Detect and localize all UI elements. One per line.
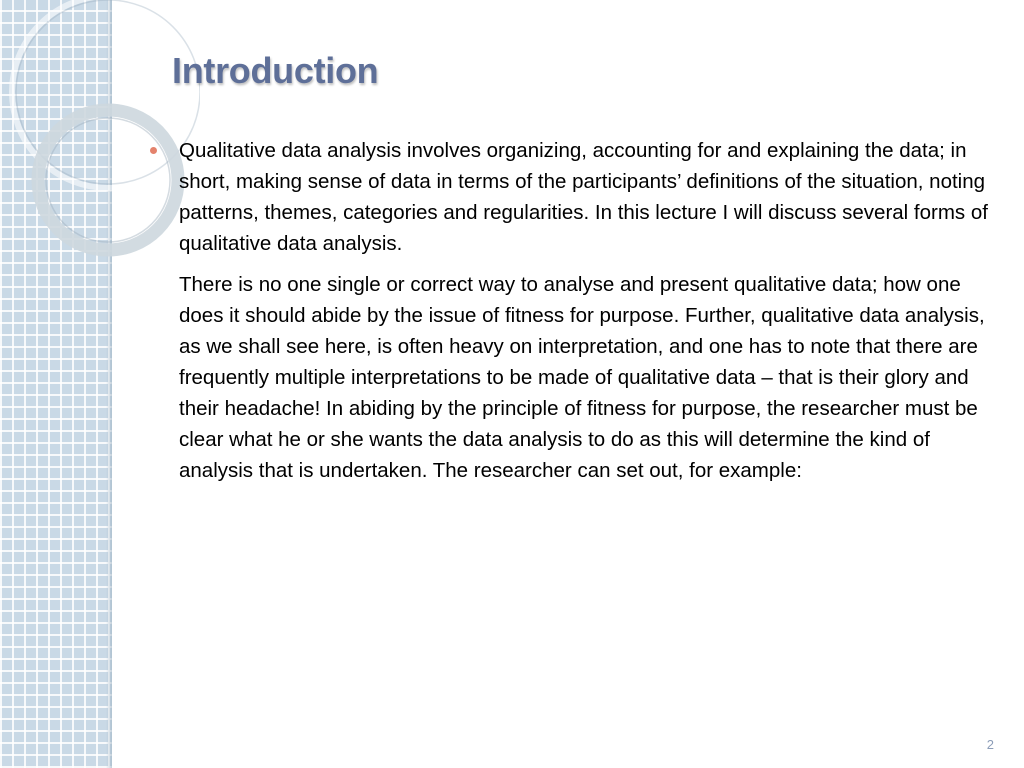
bullet-item — [148, 135, 998, 259]
slide-title: Introduction — [172, 50, 379, 91]
paragraph-1: Qualitative data analysis involves organizing, accounting for and explaining the data; in short, making sense of data in terms of the participants’ definitions of the situation, noting patterns, themes, categories and regularities. In this lecture I will discuss several forms of qualitative data analysis. — [179, 139, 988, 255]
paragraph-2: There is no one single or correct way to analyse and present qualitative data; how one does it should abide by the issue of fitness for purpose. Further, qualitative data analysis, as we shall see here, is often heavy on interpretation, and one has to note that there are frequently multiple interpretations to be made of qualitative data – that is their glory and their headache! In abiding by the principle of fitness for purpose, the researcher must be clear what he or she wants the data analysis to do as this will determine the kind of analysis that is undertaken. The researcher can set out, for example: — [179, 273, 985, 482]
slide-body — [148, 135, 998, 486]
decorative-grid-panel — [0, 0, 112, 768]
bullet-dot-icon — [150, 147, 157, 154]
page-number: 2 — [986, 737, 994, 752]
